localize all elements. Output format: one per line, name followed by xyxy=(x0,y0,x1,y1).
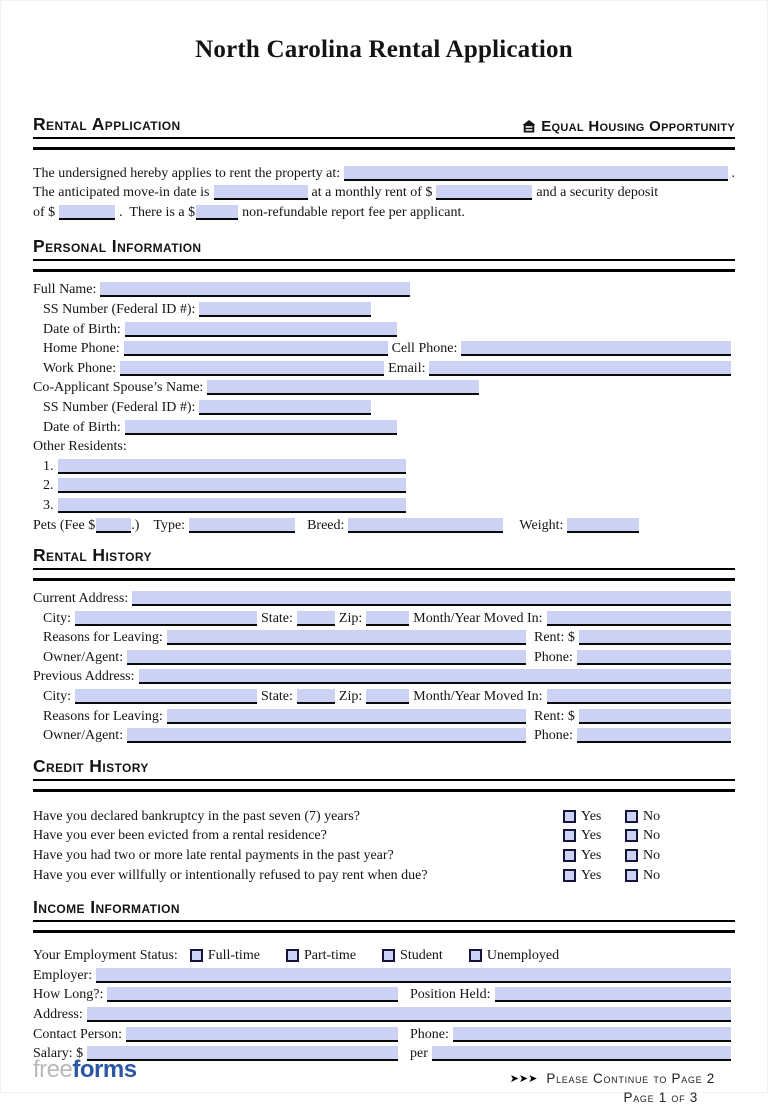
bankruptcy-no-checkbox[interactable] xyxy=(625,810,638,823)
co-dob-label: Date of Birth: xyxy=(43,419,121,435)
employer-label: Employer: xyxy=(33,967,93,983)
logo-forms-text: forms xyxy=(72,1056,137,1083)
current-reasons-label: Reasons for Leaving: xyxy=(43,630,163,646)
pets-fee-suffix: .) xyxy=(131,517,140,533)
yes-label: Yes xyxy=(581,808,602,824)
position-held-field[interactable] xyxy=(495,987,731,1002)
employment-status-label: Your Employment Status: xyxy=(33,948,178,964)
previous-address-label: Previous Address: xyxy=(33,669,135,685)
work-phone-label: Work Phone: xyxy=(43,360,117,376)
move-in-date-field[interactable] xyxy=(214,185,308,200)
equal-housing-label: Equal Housing Opportunity xyxy=(541,118,735,135)
employer-field[interactable] xyxy=(96,968,731,983)
no-label: No xyxy=(643,828,661,844)
page-indicator-text: Page 1 of 3 xyxy=(623,1090,698,1105)
part-time-label: Part-time xyxy=(303,948,357,964)
section-divider xyxy=(33,137,735,150)
monthly-rent-field[interactable] xyxy=(436,185,532,200)
personal-information-heading: Personal Information xyxy=(33,235,202,256)
pet-type-label: Type: xyxy=(153,517,186,533)
previous-city-field[interactable] xyxy=(75,689,257,704)
pet-weight-field[interactable] xyxy=(567,518,639,533)
student-label: Student xyxy=(400,948,443,964)
current-rent-label: Rent: $ xyxy=(534,630,575,646)
employer-address-label: Address: xyxy=(33,1007,83,1022)
ss-number-field[interactable] xyxy=(199,302,371,317)
report-fee-suffix-label: non-refundable report fee per applicant. xyxy=(242,204,465,220)
home-phone-field[interactable] xyxy=(124,341,388,356)
section-divider xyxy=(33,568,735,581)
continue-note-text: Please Continue to Page 2 xyxy=(546,1071,715,1087)
salary-per-field[interactable] xyxy=(432,1046,731,1061)
evicted-yes-checkbox[interactable] xyxy=(563,829,576,842)
ss-number-label: SS Number (Federal ID #): xyxy=(43,301,196,317)
previous-movein-label: Month/Year Moved In: xyxy=(413,689,543,705)
work-phone-field[interactable] xyxy=(120,361,384,376)
security-deposit-label: and a security deposit xyxy=(536,185,659,201)
unemployed-label: Unemployed xyxy=(486,948,560,964)
no-label: No xyxy=(643,867,661,883)
previous-state-label: State: xyxy=(261,689,293,705)
position-held-label: Position Held: xyxy=(410,987,491,1003)
security-deposit-field[interactable] xyxy=(59,205,115,220)
report-fee-label: . There is a $ xyxy=(119,204,196,220)
email-label: Email: xyxy=(388,360,426,376)
late-payments-no-checkbox[interactable] xyxy=(625,849,638,862)
pet-breed-field[interactable] xyxy=(348,518,503,533)
sentence-period: . xyxy=(731,165,735,181)
credit-history-section xyxy=(33,756,735,883)
status-part-time-checkbox[interactable] xyxy=(286,949,299,962)
resident-2-number: 2. xyxy=(43,478,54,494)
employer-address-field[interactable] xyxy=(87,1007,731,1022)
continue-arrows-icon: ➤➤➤ xyxy=(509,1072,538,1086)
bankruptcy-question: Have you declared bankruptcy in the past seven (7) years? xyxy=(33,808,360,824)
previous-movein-field[interactable] xyxy=(547,689,732,704)
current-movein-label: Month/Year Moved In: xyxy=(413,610,543,626)
section-divider xyxy=(33,779,735,792)
evicted-no-checkbox[interactable] xyxy=(625,829,638,842)
pet-type-field[interactable] xyxy=(189,518,295,533)
contact-person-field[interactable] xyxy=(126,1027,398,1042)
contact-person-label: Contact Person: xyxy=(33,1026,123,1042)
yes-label: Yes xyxy=(581,848,602,864)
deposit-amount-label: of $ xyxy=(33,204,56,220)
previous-zip-field[interactable] xyxy=(366,689,409,704)
resident-3-number: 3. xyxy=(43,497,54,513)
co-applicant-label: Co-Applicant Spouse’s Name: xyxy=(33,380,204,396)
salary-label: Salary: $ xyxy=(33,1046,84,1062)
previous-city-label: City: xyxy=(43,689,72,705)
full-time-label: Full-time xyxy=(207,948,260,964)
current-zip-label: Zip: xyxy=(338,610,363,626)
report-fee-field[interactable] xyxy=(196,205,238,220)
status-full-time-checkbox[interactable] xyxy=(190,949,203,962)
refused-rent-no-checkbox[interactable] xyxy=(625,869,638,882)
resident-2-field[interactable] xyxy=(58,478,406,493)
full-name-field[interactable] xyxy=(100,282,410,297)
previous-reasons-label: Reasons for Leaving: xyxy=(43,708,163,724)
co-applicant-name-field[interactable] xyxy=(207,380,479,395)
late-payments-question: Have you had two or more late rental payments in the past year? xyxy=(33,848,394,864)
current-reasons-field[interactable] xyxy=(167,630,526,645)
equal-housing-icon xyxy=(522,120,536,133)
how-long-field[interactable] xyxy=(107,987,398,1002)
pet-fee-field[interactable] xyxy=(96,518,131,533)
page-indicator xyxy=(33,1090,735,1105)
current-phone-label: Phone: xyxy=(534,649,573,665)
no-label: No xyxy=(643,808,661,824)
other-residents-label: Other Residents: xyxy=(33,439,127,455)
current-city-field[interactable] xyxy=(75,611,257,626)
section-divider xyxy=(33,920,735,933)
refused-rent-yes-checkbox[interactable] xyxy=(563,869,576,882)
previous-zip-label: Zip: xyxy=(338,689,363,705)
no-label: No xyxy=(643,848,661,864)
refused-rent-question: Have you ever willfully or intentionally refused to pay rent when due? xyxy=(33,867,428,883)
property-address-field[interactable] xyxy=(344,166,727,181)
pet-breed-label: Breed: xyxy=(307,517,345,533)
yes-label: Yes xyxy=(581,828,602,844)
previous-owner-label: Owner/Agent: xyxy=(43,728,124,744)
current-phone-field[interactable] xyxy=(577,650,731,665)
current-city-label: City: xyxy=(43,610,72,626)
personal-information-section xyxy=(33,236,735,534)
status-unemployed-checkbox[interactable] xyxy=(469,949,482,962)
income-information-section xyxy=(33,897,735,1063)
co-dob-field[interactable] xyxy=(125,420,397,435)
dob-field[interactable] xyxy=(125,322,397,337)
current-owner-label: Owner/Agent: xyxy=(43,649,124,665)
previous-phone-label: Phone: xyxy=(534,728,573,744)
monthly-rent-label: at a monthly rent of $ xyxy=(311,185,433,201)
salary-per-label: per xyxy=(410,1046,428,1062)
page-title: North Carolina Rental Application xyxy=(195,36,573,63)
move-in-date-label: The anticipated move-in date is xyxy=(33,185,210,201)
current-state-field[interactable] xyxy=(297,611,335,626)
current-rent-field[interactable] xyxy=(579,630,731,645)
resident-3-field[interactable] xyxy=(58,498,406,513)
previous-address-field[interactable] xyxy=(139,669,732,684)
form-type-heading: Rental Application xyxy=(33,114,181,134)
co-ss-number-field[interactable] xyxy=(199,400,371,415)
late-payments-yes-checkbox[interactable] xyxy=(563,849,576,862)
pet-weight-label: Weight: xyxy=(519,517,564,533)
dob-label: Date of Birth: xyxy=(43,321,121,337)
property-address-label: The undersigned hereby applies to rent the property at: xyxy=(33,165,341,181)
rental-history-heading: Rental History xyxy=(33,544,152,565)
resident-1-number: 1. xyxy=(43,458,54,474)
current-state-label: State: xyxy=(261,610,293,626)
equal-housing-statement xyxy=(522,118,735,135)
evicted-question: Have you ever been evicted from a rental residence? xyxy=(33,828,327,844)
previous-phone-field[interactable] xyxy=(577,728,731,743)
current-movein-field[interactable] xyxy=(547,611,732,626)
yes-label: Yes xyxy=(581,867,602,883)
previous-reasons-field[interactable] xyxy=(167,709,526,724)
section-divider xyxy=(33,259,735,272)
logo-free-text: free xyxy=(33,1056,73,1083)
current-address-field[interactable] xyxy=(132,591,731,606)
bankruptcy-yes-checkbox[interactable] xyxy=(563,810,576,823)
credit-history-heading: Credit History xyxy=(33,756,149,777)
resident-1-field[interactable] xyxy=(58,459,406,474)
how-long-label: How Long?: xyxy=(33,987,104,1003)
header-bar xyxy=(33,114,735,135)
employer-phone-field[interactable] xyxy=(453,1027,731,1042)
status-student-checkbox[interactable] xyxy=(382,949,395,962)
email-field[interactable] xyxy=(429,361,731,376)
income-information-heading: Income Information xyxy=(33,896,180,917)
full-name-label: Full Name: xyxy=(33,282,97,298)
previous-state-field[interactable] xyxy=(297,689,335,704)
home-phone-label: Home Phone: xyxy=(43,341,120,357)
current-zip-field[interactable] xyxy=(366,611,409,626)
pets-fee-label: Pets (Fee $ xyxy=(33,517,96,533)
cell-phone-field[interactable] xyxy=(461,341,731,356)
previous-rent-label: Rent: $ xyxy=(534,708,575,724)
current-address-label: Current Address: xyxy=(33,591,129,607)
previous-rent-field[interactable] xyxy=(579,709,731,724)
continue-note xyxy=(33,1071,735,1086)
cell-phone-label: Cell Phone: xyxy=(391,341,458,357)
current-owner-field[interactable] xyxy=(127,650,526,665)
co-ss-number-label: SS Number (Federal ID #): xyxy=(43,399,196,415)
previous-owner-field[interactable] xyxy=(127,728,526,743)
employer-phone-label: Phone: xyxy=(410,1026,449,1042)
intro-paragraph xyxy=(33,162,735,221)
rental-history-section xyxy=(33,545,735,745)
freeforms-logo xyxy=(33,1056,137,1084)
